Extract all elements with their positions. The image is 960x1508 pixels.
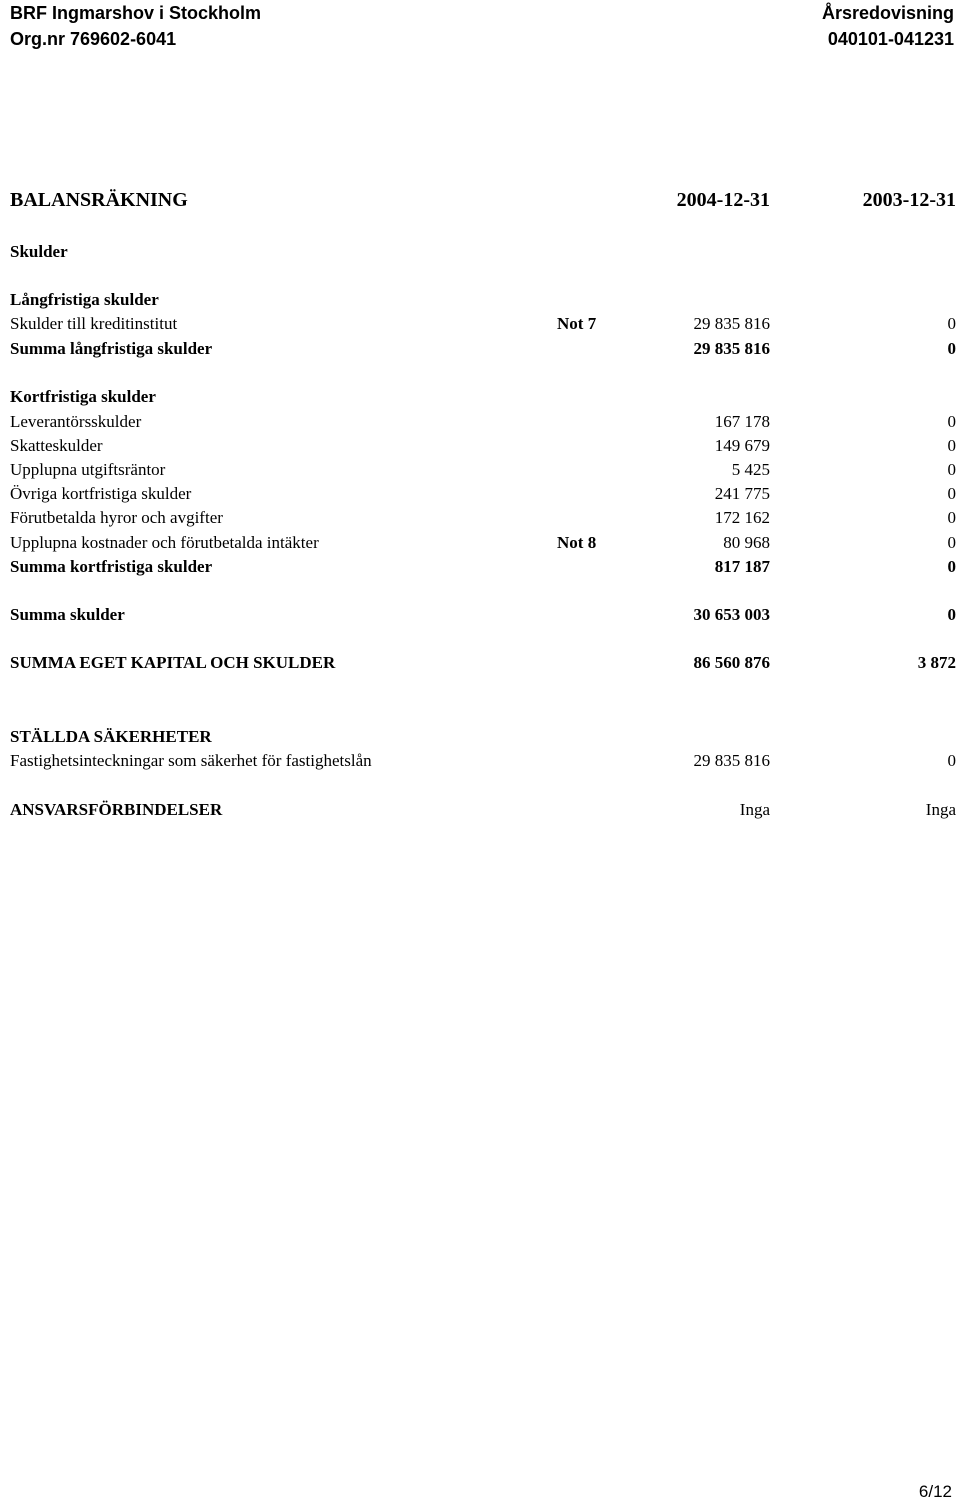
row-label: Fastighetsinteckningar som säkerhet för fastighetslån: [10, 751, 372, 770]
contingent-heading: ANSVARSFÖRBINDELSER: [10, 800, 223, 819]
page-number: 6/12: [918, 1482, 952, 1501]
value-2003: 0: [947, 484, 956, 503]
table-row: [10, 459, 956, 481]
value-2003: 0: [947, 460, 956, 479]
value-2003: 0: [947, 339, 956, 358]
note-reference: Not 7: [557, 314, 597, 333]
value-2004: 29 835 816: [693, 314, 770, 333]
row-label: Skatteskulder: [10, 436, 103, 455]
value-2003: 0: [947, 508, 956, 527]
row-label: SUMMA EGET KAPITAL OCH SKULDER: [10, 653, 336, 672]
row-label: Summa långfristiga skulder: [10, 339, 213, 358]
table-row: [10, 750, 956, 772]
value-2003: 3 872: [917, 653, 956, 672]
value-2004: 149 679: [714, 436, 770, 455]
fiscal-period: 040101-041231: [827, 29, 954, 49]
value-2004: 30 653 003: [693, 605, 770, 624]
sum-row: [10, 556, 956, 578]
value-2004: 167 178: [714, 412, 770, 431]
value-2003: 0: [947, 751, 956, 770]
value-2004: 241 775: [714, 484, 770, 503]
short-term-heading: Kortfristiga skulder: [10, 387, 156, 406]
value-2004: 86 560 876: [693, 653, 770, 672]
row-label: Summa skulder: [10, 605, 125, 624]
document-type: Årsredovisning: [821, 3, 954, 23]
balance-title-row: [10, 188, 956, 212]
value-2004: 29 835 816: [693, 751, 770, 770]
value-2004: 172 162: [714, 508, 770, 527]
row-label: Förutbetalda hyror och avgifter: [10, 508, 223, 527]
note-reference: Not 8: [557, 533, 597, 552]
org-name: BRF Ingmarshov i Stockholm: [10, 3, 262, 23]
table-row: [10, 532, 956, 554]
value-2004: 29 835 816: [693, 339, 770, 358]
value-2004: Inga: [739, 800, 770, 819]
value-2003: 0: [947, 557, 956, 576]
value-2003: Inga: [925, 800, 956, 819]
total-debts-row: [10, 604, 956, 626]
value-2004: 80 968: [723, 533, 770, 552]
grand-total-row: [10, 652, 956, 674]
value-2003: 0: [947, 314, 956, 333]
value-2003: 0: [947, 533, 956, 552]
org-number: Org.nr 769602-6041: [10, 29, 177, 49]
table-row: [10, 435, 956, 457]
row-label: Upplupna utgiftsräntor: [10, 460, 166, 479]
table-row: [10, 313, 956, 335]
section-heading: Skulder: [10, 242, 68, 261]
row-label: Upplupna kostnader och förutbetalda intäkter: [10, 533, 319, 552]
value-2003: 0: [947, 412, 956, 431]
column-header-2004: 2004-12-31: [676, 189, 770, 211]
long-term-heading: Långfristiga skulder: [10, 290, 159, 309]
value-2003: 0: [947, 605, 956, 624]
value-2003: 0: [947, 436, 956, 455]
row-label: Skulder till kreditinstitut: [10, 314, 178, 333]
value-2004: 5 425: [731, 460, 770, 479]
securities-heading: STÄLLDA SÄKERHETER: [10, 727, 212, 746]
contingent-row: [10, 799, 956, 821]
value-2004: 817 187: [714, 557, 770, 576]
sum-row: [10, 338, 956, 360]
table-row: [10, 483, 956, 505]
table-row: [10, 507, 956, 529]
row-label: Summa kortfristiga skulder: [10, 557, 213, 576]
row-label: Leverantörsskulder: [10, 412, 142, 431]
column-header-2003: 2003-12-31: [862, 189, 956, 211]
row-label: Övriga kortfristiga skulder: [10, 484, 192, 503]
table-row: [10, 411, 956, 433]
balance-title: BALANSRÄKNING: [10, 189, 188, 211]
